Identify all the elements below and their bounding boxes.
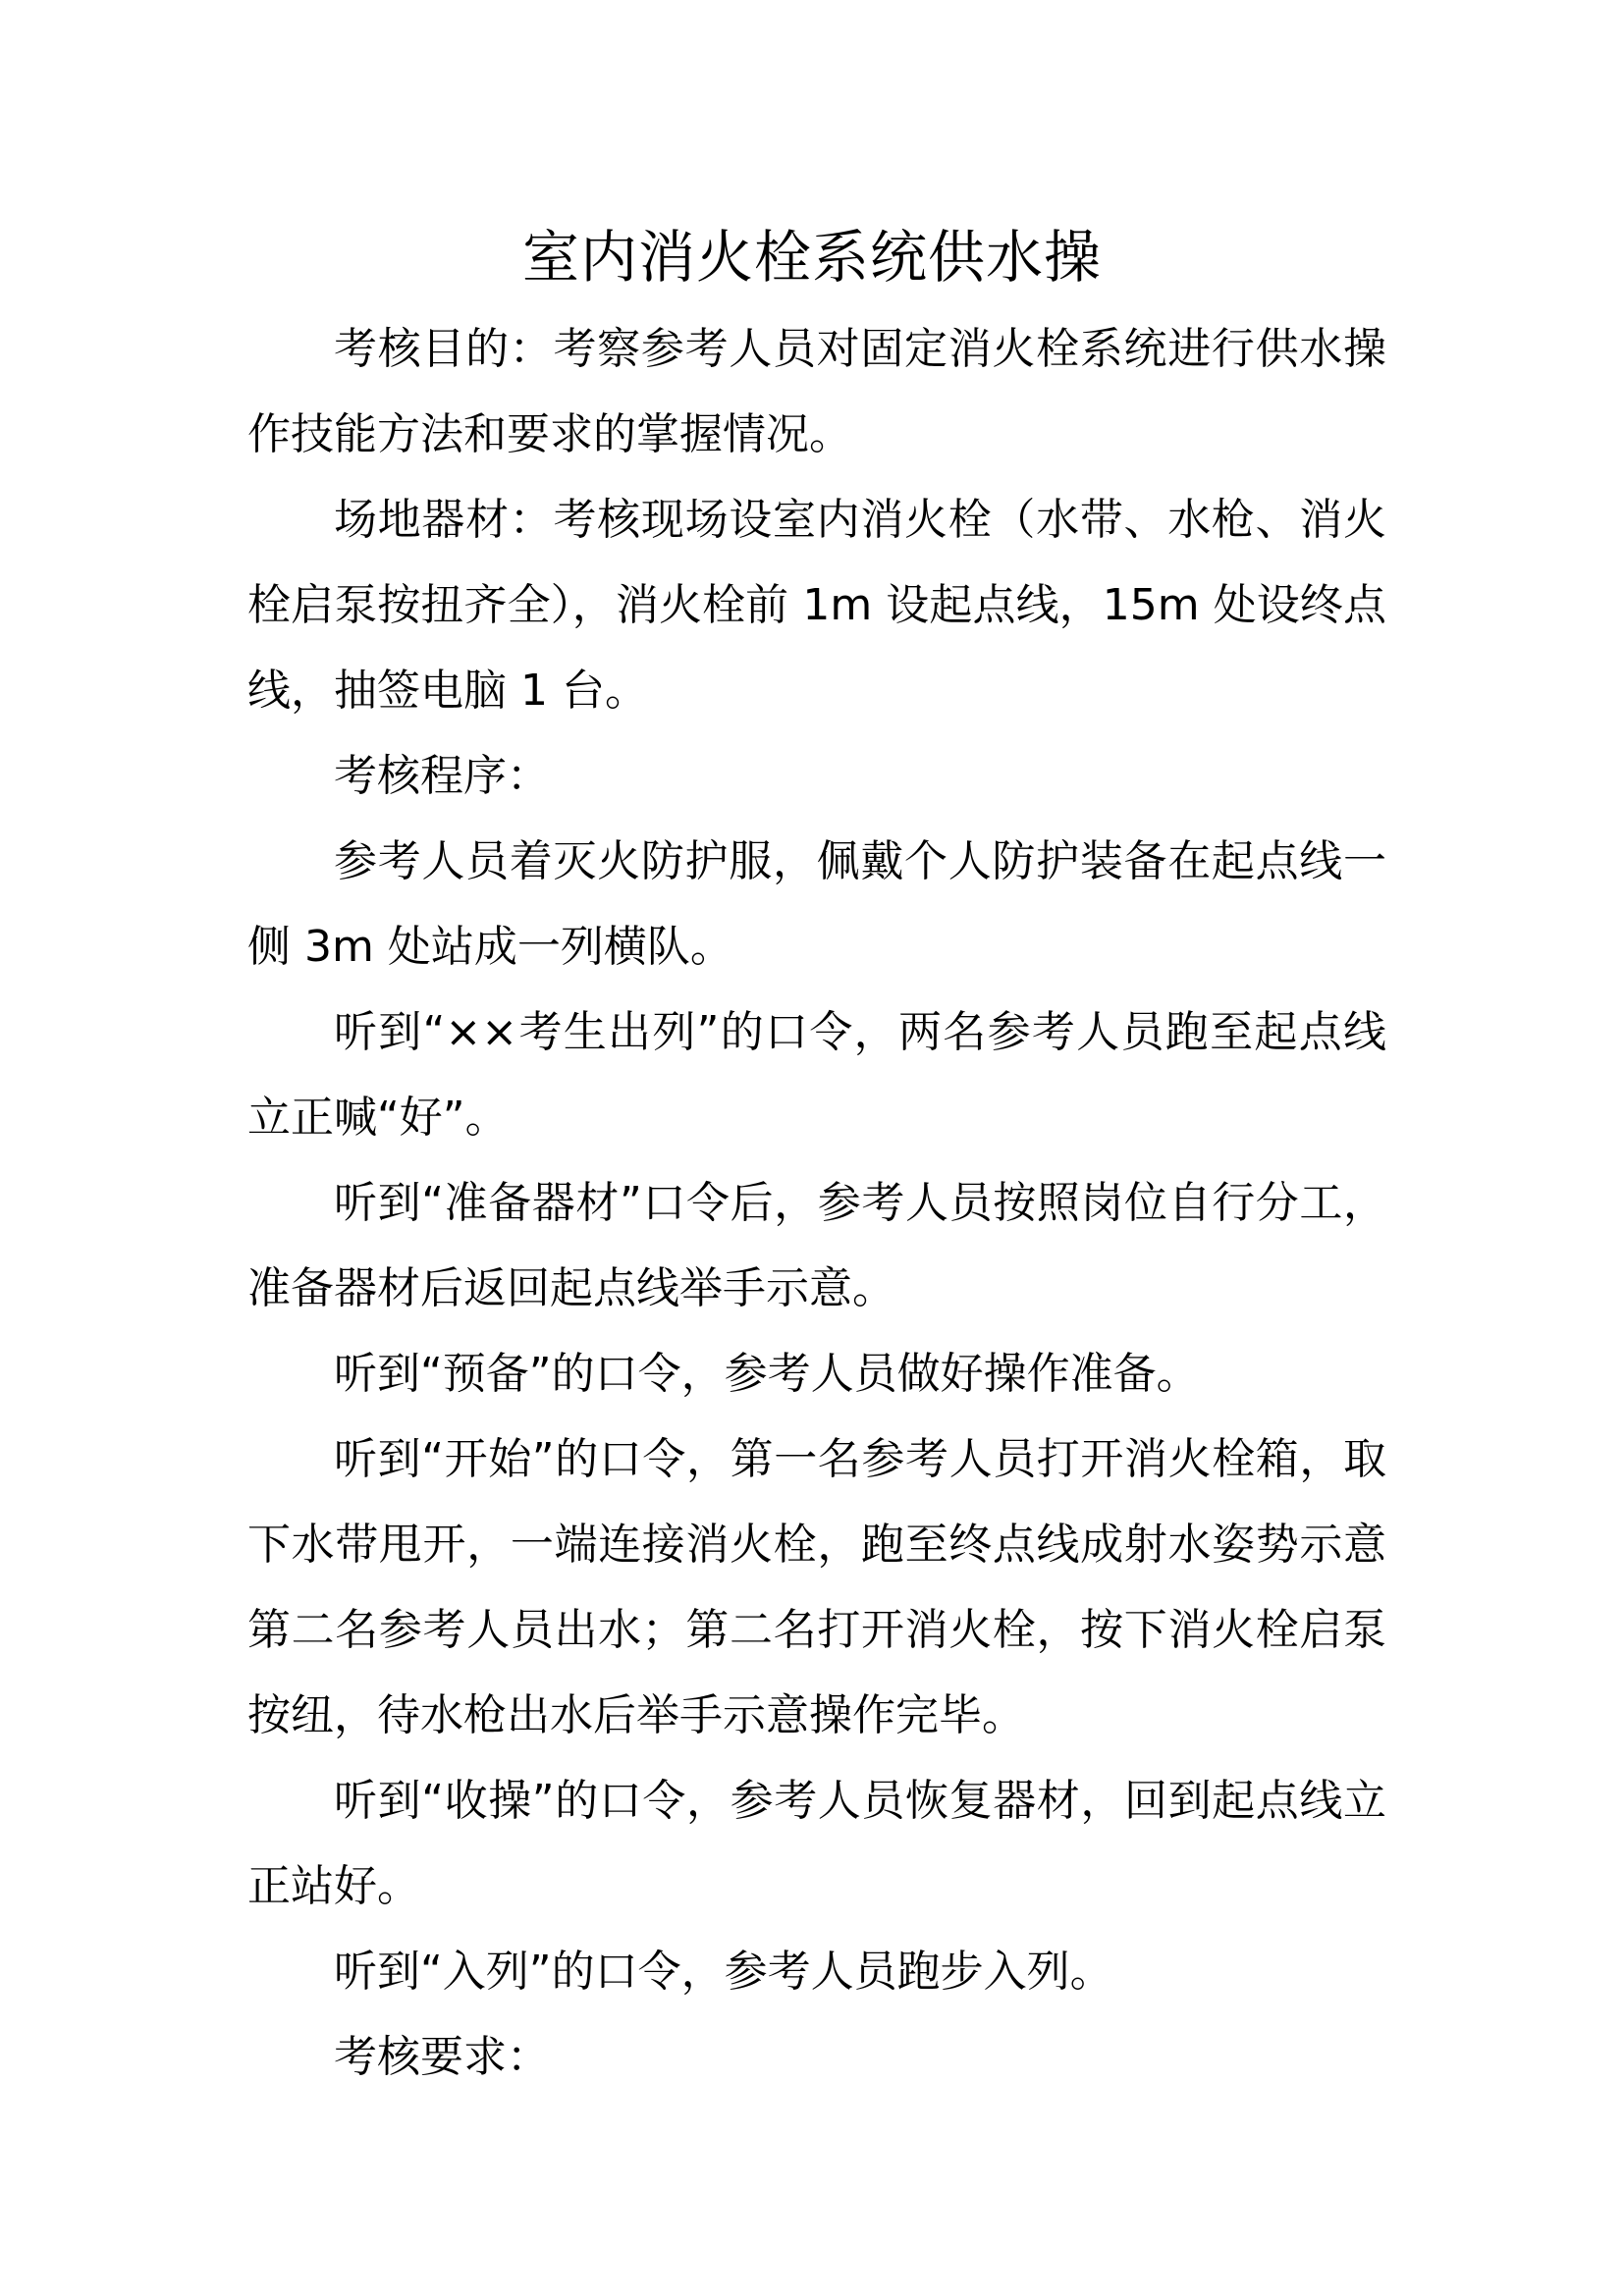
paragraph-procedure-step-out: 听到“××考生出列”的口令，两名参考人员跑至起点线立正喊“好”。 [247,1007,1386,1143]
document-body [247,306,1386,2100]
paragraph-equipment: 场地器材：考核现场设室内消火栓（水带、水枪、消火栓启泵按扭齐全），消火栓前 1m 设起点线，15m 处设终点线，抽签电脑 1 台。 [247,495,1386,716]
document-title: 室内消火栓系统供水操 [521,224,1102,291]
paragraph-procedure-ready: 听到“预备”的口令，参考人员做好操作准备。 [334,1349,1200,1399]
paragraph-procedure-prepare: 听到“准备器材”口令后，参考人员按照岗位自行分工，准备器材后返回起点线举手示意。 [247,1178,1386,1313]
paragraph-procedure-finish: 听到“收操”的口令，参考人员恢复器材，回到起点线立正站好。 [247,1776,1386,1911]
paragraph-procedure-heading: 考核程序： [334,751,550,801]
paragraph-procedure-start: 听到“开始”的口令，第一名参考人员打开消火栓箱，取下水带甩开，一端连接消火栓，跑至终点线成射水姿势示意第二名参考人员出水；第二名打开消火栓，按下消火栓启泵按纽，待水枪出水后举手示意操作完毕。 [247,1434,1386,1740]
paragraph-procedure-lineup: 参考人员着灭火防护服，佩戴个人防护装备在起点线一侧 3m 处站成一列横队。 [247,836,1386,972]
paragraph-purpose: 考核目的：考察参考人员对固定消火栓系统进行供水操作技能方法和要求的掌握情况。 [247,324,1386,459]
paragraph-requirements-heading: 考核要求： [334,2032,550,2082]
paragraph-procedure-return: 听到“入列”的口令，参考人员跑步入列。 [334,1947,1113,1997]
